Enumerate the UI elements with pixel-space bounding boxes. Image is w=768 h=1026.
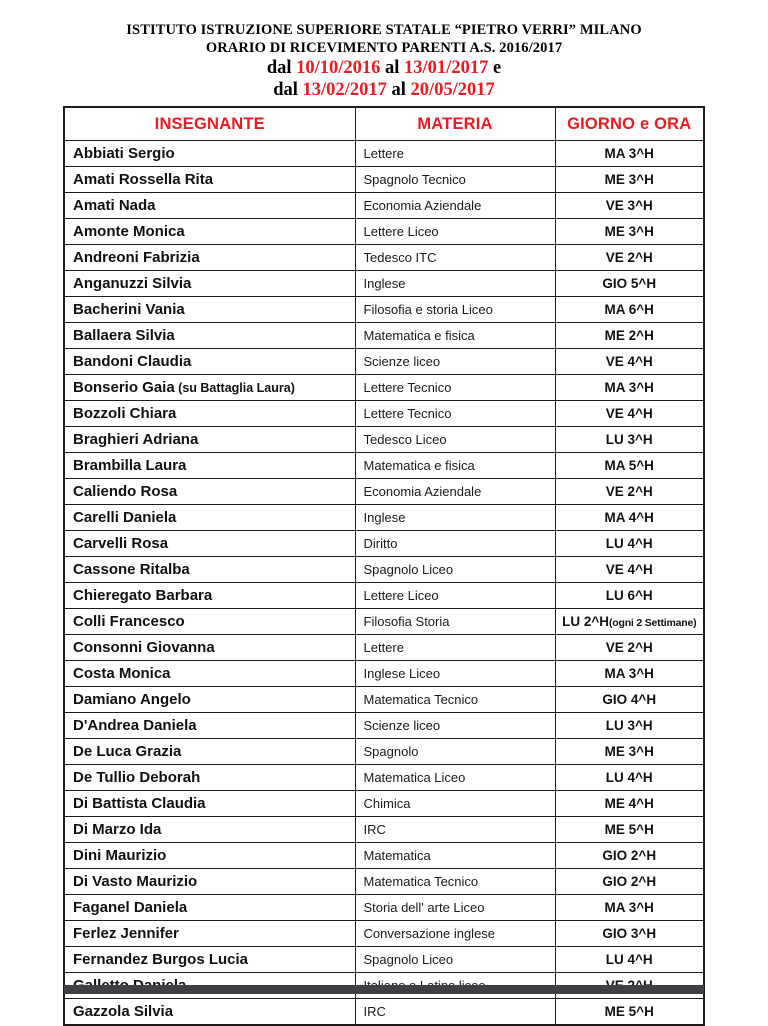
day-hour-cell xyxy=(555,557,704,583)
table-row xyxy=(64,739,704,765)
teacher-name: Chieregato Barbara xyxy=(73,587,213,604)
day-hour-cell xyxy=(555,687,704,713)
day-hour-value: GIO 3^H xyxy=(602,926,657,941)
teacher-name: De Tullio Deborah xyxy=(73,769,201,786)
teacher-name: Amati Nada xyxy=(73,197,156,214)
subject-cell: Filosofia Storia xyxy=(355,609,555,635)
teacher-name-cell xyxy=(64,869,355,895)
teacher-name-cell xyxy=(64,297,355,323)
day-hour-value: LU 6^H xyxy=(605,588,653,603)
subject-cell: Scienze liceo xyxy=(355,713,555,739)
teacher-name: Carvelli Rosa xyxy=(73,535,169,552)
period2-date-to: 20/05/2017 xyxy=(410,80,495,100)
table-row xyxy=(64,531,704,557)
day-hour-value: ME 5^H xyxy=(604,1004,654,1019)
teacher-name-cell xyxy=(64,713,355,739)
day-hour-value: MA 3^H xyxy=(604,900,654,915)
table-row xyxy=(64,427,704,453)
teacher-name: Di Vasto Maurizio xyxy=(73,873,198,890)
day-hour-value: LU 4^H xyxy=(605,952,653,967)
table-row xyxy=(64,843,704,869)
teacher-name-cell xyxy=(64,999,355,1026)
day-hour-cell xyxy=(555,869,704,895)
day-hour-cell xyxy=(555,219,704,245)
teacher-name-cell xyxy=(64,167,355,193)
table-row xyxy=(64,349,704,375)
day-hour-cell xyxy=(555,791,704,817)
column-header-insegnante: INSEGNANTE xyxy=(64,107,355,141)
subject-cell: Conversazione inglese xyxy=(355,921,555,947)
table-row xyxy=(64,661,704,687)
subject-cell: IRC xyxy=(355,817,555,843)
day-hour-cell xyxy=(555,947,704,973)
table-header-row xyxy=(64,107,704,141)
day-hour-value: MA 3^H xyxy=(604,666,654,681)
teacher-name-cell xyxy=(64,427,355,453)
teacher-name: Amati Rossella Rita xyxy=(73,171,214,188)
teacher-name: Fernandez Burgos Lucia xyxy=(73,951,249,968)
subject-cell: Inglese Liceo xyxy=(355,661,555,687)
teacher-name: Gazzola Silvia xyxy=(73,1003,174,1020)
table-row xyxy=(64,401,704,427)
next-page-edge xyxy=(64,985,704,994)
day-hour-value: VE 4^H xyxy=(605,354,653,369)
teacher-name: Andreoni Fabrizia xyxy=(73,249,200,266)
day-hour-cell xyxy=(555,661,704,687)
day-hour-cell xyxy=(555,427,704,453)
table-row xyxy=(64,323,704,349)
period2-al: al xyxy=(391,80,406,100)
day-hour-cell xyxy=(555,713,704,739)
subject-cell: Diritto xyxy=(355,531,555,557)
day-hour-cell xyxy=(555,245,704,271)
day-hour-value: GIO 2^H xyxy=(602,848,657,863)
teacher-name: De Luca Grazia xyxy=(73,743,182,760)
day-hour-cell xyxy=(555,895,704,921)
teacher-name: Brambilla Laura xyxy=(73,457,187,474)
day-hour-cell xyxy=(555,505,704,531)
table-row xyxy=(64,167,704,193)
day-hour-cell xyxy=(555,193,704,219)
teacher-name: Anganuzzi Silvia xyxy=(73,275,192,292)
day-hour-value: LU 3^H xyxy=(605,718,653,733)
teacher-name-cell xyxy=(64,349,355,375)
teacher-name: Faganel Daniela xyxy=(73,899,188,916)
subject-cell: Inglese xyxy=(355,505,555,531)
day-hour-value: VE 4^H xyxy=(605,406,653,421)
table-row xyxy=(64,583,704,609)
teacher-name-cell xyxy=(64,739,355,765)
teacher-name: Costa Monica xyxy=(73,665,171,682)
subject-cell: Spagnolo Liceo xyxy=(355,947,555,973)
day-hour-value: MA 6^H xyxy=(604,302,654,317)
day-hour-value: VE 2^H xyxy=(605,250,653,265)
table-row xyxy=(64,765,704,791)
table-row xyxy=(64,479,704,505)
day-hour-cell xyxy=(555,635,704,661)
subject-cell: Tedesco Liceo xyxy=(355,427,555,453)
subject-cell: Filosofia e storia Liceo xyxy=(355,297,555,323)
day-hour-value: VE 4^H xyxy=(605,562,653,577)
teacher-name-cell xyxy=(64,635,355,661)
day-hour-value: LU 4^H xyxy=(605,770,653,785)
teacher-name: Abbiati Sergio xyxy=(73,145,175,162)
teacher-name-cell xyxy=(64,479,355,505)
teacher-name: Bandoni Claudia xyxy=(73,353,192,370)
table-row xyxy=(64,375,704,401)
table-row xyxy=(64,921,704,947)
teacher-name-cell xyxy=(64,895,355,921)
table-row xyxy=(64,297,704,323)
period2-date-from: 13/02/2017 xyxy=(302,80,387,100)
teacher-name: Ferlez Jennifer xyxy=(73,925,179,942)
table-row xyxy=(64,869,704,895)
teacher-name: Bacherini Vania xyxy=(73,301,185,318)
table-row xyxy=(64,947,704,973)
day-hour-cell xyxy=(555,739,704,765)
day-hour-cell xyxy=(555,349,704,375)
table-row xyxy=(64,193,704,219)
day-hour-cell xyxy=(555,401,704,427)
day-hour-cell xyxy=(555,375,704,401)
day-hour-value: ME 2^H xyxy=(604,328,654,343)
teacher-name-cell xyxy=(64,843,355,869)
day-hour-value: GIO 5^H xyxy=(602,276,657,291)
subject-cell: Tedesco ITC xyxy=(355,245,555,271)
teacher-name-cell xyxy=(64,219,355,245)
teacher-name: Dini Maurizio xyxy=(73,847,167,864)
teacher-name-cell xyxy=(64,375,355,401)
day-hour-value: GIO 2^H xyxy=(602,874,657,889)
teacher-name: Di Battista Claudia xyxy=(73,795,206,812)
subject-cell: Spagnolo Liceo xyxy=(355,557,555,583)
day-hour-cell xyxy=(555,817,704,843)
table-row xyxy=(64,141,704,167)
day-hour-cell xyxy=(555,271,704,297)
period1-al: al xyxy=(385,58,400,78)
day-hour-value: MA 4^H xyxy=(604,510,654,525)
reception-period-2 xyxy=(0,80,768,101)
day-hour-note: (ogni 2 Settimane) xyxy=(608,617,697,629)
subject-cell: IRC xyxy=(355,999,555,1026)
day-hour-cell xyxy=(555,141,704,167)
day-hour-cell xyxy=(555,297,704,323)
period1-prefix: dal xyxy=(266,58,292,78)
subject-cell: Matematica Tecnico xyxy=(355,869,555,895)
period1-date-from: 10/10/2016 xyxy=(296,58,381,78)
day-hour-cell xyxy=(555,843,704,869)
table-row xyxy=(64,687,704,713)
table-row xyxy=(64,713,704,739)
day-hour-value: LU 4^H xyxy=(605,536,653,551)
table-row xyxy=(64,609,704,635)
teacher-name: Caliendo Rosa xyxy=(73,483,178,500)
teacher-name-cell xyxy=(64,531,355,557)
subject-cell: Lettere xyxy=(355,141,555,167)
teacher-name: Carelli Daniela xyxy=(73,509,177,526)
teacher-name: Ballaera Silvia xyxy=(73,327,175,344)
day-hour-cell xyxy=(555,479,704,505)
subject-cell: Inglese xyxy=(355,271,555,297)
subject-cell: Storia dell' arte Liceo xyxy=(355,895,555,921)
document-subtitle: ORARIO DI RICEVIMENTO PARENTI A.S. 2016/2017 xyxy=(205,40,563,56)
day-hour-cell xyxy=(555,323,704,349)
teacher-name-cell xyxy=(64,661,355,687)
day-hour-cell xyxy=(555,453,704,479)
teacher-name-cell xyxy=(64,193,355,219)
day-hour-value: MA 3^H xyxy=(604,380,654,395)
table-row xyxy=(64,271,704,297)
table-row xyxy=(64,895,704,921)
subject-cell: Lettere xyxy=(355,635,555,661)
teacher-name: Amonte Monica xyxy=(73,223,185,240)
day-hour-value: GIO 4^H xyxy=(602,692,657,707)
teacher-name: Damiano Angelo xyxy=(73,691,191,708)
teacher-name: Consonni Giovanna xyxy=(73,639,215,656)
teacher-name-cell xyxy=(64,557,355,583)
day-hour-value: VE 2^H xyxy=(605,640,653,655)
teacher-name-cell xyxy=(64,505,355,531)
day-hour-value: LU 2^H xyxy=(562,614,609,629)
day-hour-value: VE 2^H xyxy=(605,484,653,499)
teacher-name-cell xyxy=(64,687,355,713)
day-hour-value: MA 3^H xyxy=(604,146,654,161)
schedule-tbody xyxy=(64,141,704,1026)
subject-cell: Matematica e fisica xyxy=(355,453,555,479)
subject-cell: Matematica Liceo xyxy=(355,765,555,791)
school-title: ISTITUTO ISTRUZIONE SUPERIORE STATALE “PIETRO VERRI” MILANO xyxy=(126,22,642,38)
subject-cell: Scienze liceo xyxy=(355,349,555,375)
teacher-name-cell xyxy=(64,583,355,609)
teacher-name-cell xyxy=(64,453,355,479)
teacher-name: Bonserio Gaia xyxy=(73,379,175,396)
day-hour-cell xyxy=(555,583,704,609)
table-row xyxy=(64,453,704,479)
day-hour-value: ME 3^H xyxy=(604,224,654,239)
table-row xyxy=(64,791,704,817)
subject-cell: Matematica xyxy=(355,843,555,869)
teacher-name-cell xyxy=(64,921,355,947)
teacher-name-cell xyxy=(64,817,355,843)
day-hour-value: LU 3^H xyxy=(605,432,653,447)
teacher-name: Di Marzo Ida xyxy=(73,821,162,838)
subject-cell: Economia Aziendale xyxy=(355,193,555,219)
period2-prefix: dal xyxy=(273,80,298,100)
subject-cell: Lettere Tecnico xyxy=(355,375,555,401)
day-hour-value: ME 5^H xyxy=(604,822,654,837)
day-hour-value: VE 3^H xyxy=(605,198,653,213)
column-header-giorno-ora: GIORNO e ORA xyxy=(555,107,704,141)
table-row xyxy=(64,245,704,271)
day-hour-cell xyxy=(555,921,704,947)
reception-schedule-table xyxy=(63,106,705,1026)
day-hour-value: ME 4^H xyxy=(604,796,654,811)
teacher-name-cell xyxy=(64,401,355,427)
table-row xyxy=(64,505,704,531)
subject-cell: Lettere Tecnico xyxy=(355,401,555,427)
period1-suffix: e xyxy=(492,58,502,78)
teacher-name-cell xyxy=(64,141,355,167)
teacher-name-cell xyxy=(64,947,355,973)
teacher-name-cell xyxy=(64,791,355,817)
day-hour-cell xyxy=(555,531,704,557)
table-row xyxy=(64,635,704,661)
teacher-name-cell xyxy=(64,271,355,297)
day-hour-cell xyxy=(555,999,704,1026)
period1-date-to: 13/01/2017 xyxy=(404,58,489,78)
teacher-name-note: (su Battaglia Laura) xyxy=(174,381,295,395)
table-row xyxy=(64,817,704,843)
document-header xyxy=(0,0,768,101)
teacher-name-cell xyxy=(64,245,355,271)
subject-cell: Chimica xyxy=(355,791,555,817)
subject-cell: Spagnolo Tecnico xyxy=(355,167,555,193)
teacher-name-cell xyxy=(64,765,355,791)
table-row xyxy=(64,999,704,1026)
teacher-name: Braghieri Adriana xyxy=(73,431,199,448)
column-header-materia: MATERIA xyxy=(355,107,555,141)
subject-cell: Lettere Liceo xyxy=(355,583,555,609)
subject-cell: Lettere Liceo xyxy=(355,219,555,245)
teacher-name-cell xyxy=(64,609,355,635)
subject-cell: Economia Aziendale xyxy=(355,479,555,505)
day-hour-value: MA 5^H xyxy=(604,458,654,473)
teacher-name: Bozzoli Chiara xyxy=(73,405,177,422)
table-row xyxy=(64,557,704,583)
subject-cell: Matematica e fisica xyxy=(355,323,555,349)
day-hour-value: ME 3^H xyxy=(604,172,654,187)
teacher-name: Colli Francesco xyxy=(73,613,185,630)
day-hour-cell xyxy=(555,765,704,791)
subject-cell: Spagnolo xyxy=(355,739,555,765)
day-hour-cell xyxy=(555,609,704,635)
day-hour-cell xyxy=(555,167,704,193)
teacher-name-cell xyxy=(64,323,355,349)
subject-cell: Matematica Tecnico xyxy=(355,687,555,713)
teacher-name: D'Andrea Daniela xyxy=(73,717,197,734)
reception-period-1 xyxy=(0,58,768,79)
table-row xyxy=(64,219,704,245)
day-hour-value: ME 3^H xyxy=(604,744,654,759)
teacher-name: Cassone Ritalba xyxy=(73,561,190,578)
